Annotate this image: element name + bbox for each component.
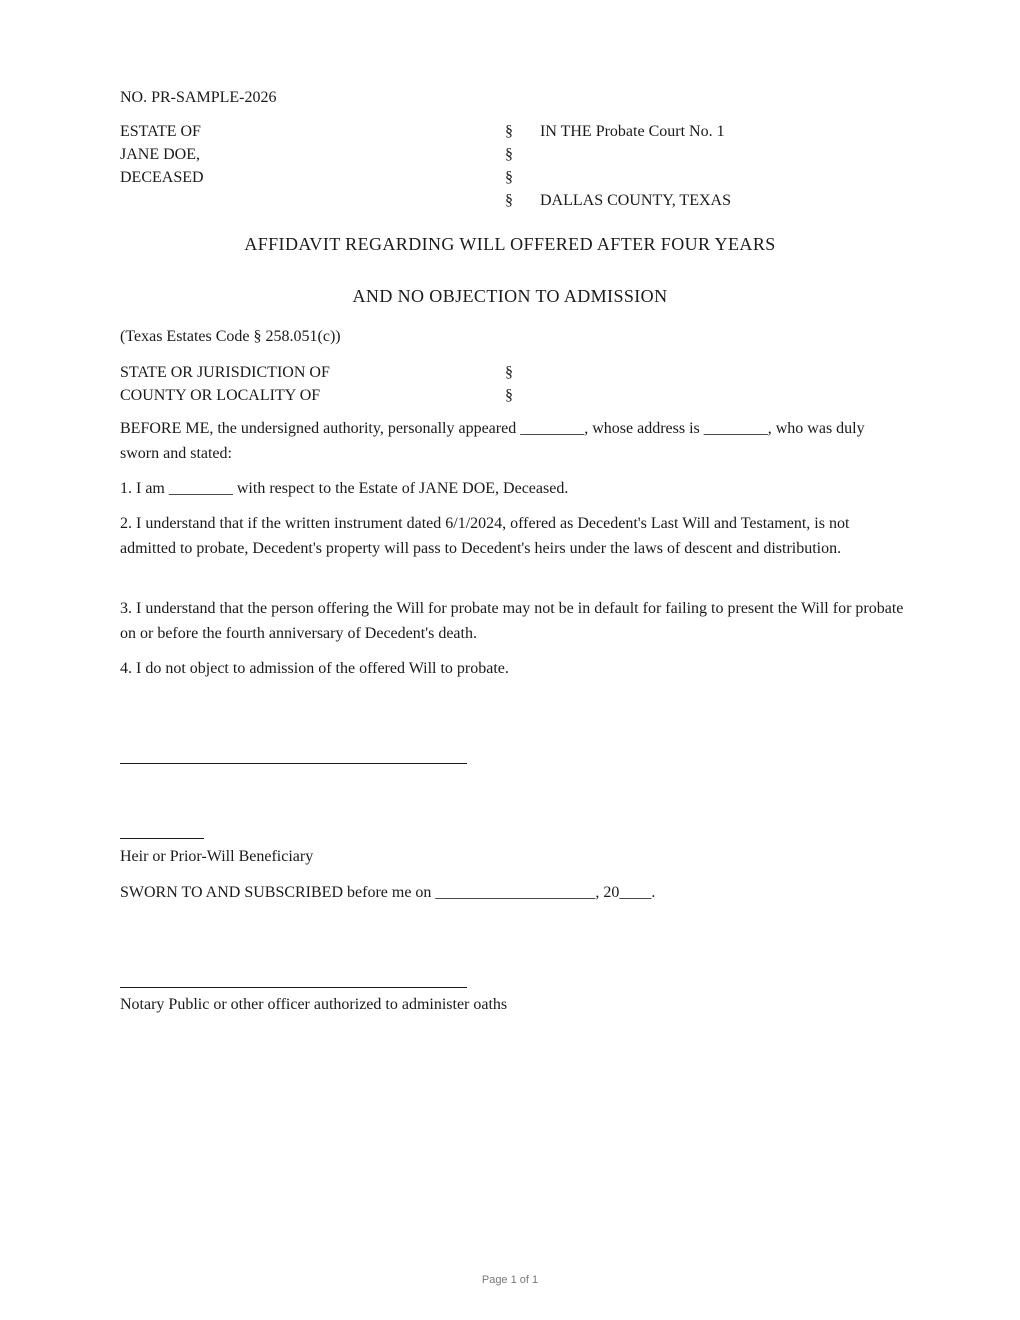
section-symbol: §	[505, 169, 513, 186]
caption-deceased: DECEASED	[120, 169, 204, 186]
section-symbol: §	[505, 192, 513, 209]
sworn-statement: SWORN TO AND SUBSCRIBED before me on ____________________, 20____.	[120, 884, 656, 901]
venue-state: STATE OR JURISDICTION OF	[120, 364, 330, 381]
intro-paragraph: BEFORE ME, the undersigned authority, personally appeared ________, whose address is ________, who was duly sworn and stated:	[120, 420, 865, 462]
court-name: IN THE Probate Court No. 1	[540, 123, 725, 140]
case-number: NO. PR-SAMPLE-2026	[120, 89, 277, 106]
document-title-line1: AFFIDAVIT REGARDING WILL OFFERED AFTER FOUR YEARS	[244, 234, 776, 254]
paragraph-2: 2. I understand that if the written instrument dated 6/1/2024, offered as Decedent's Last Will and Testament, is not admitted to probate, Decedent's property will pass to Decedent's heirs under the laws of descent and distribution.	[120, 515, 850, 557]
paragraph-4: 4. I do not object to admission of the offered Will to probate.	[120, 660, 509, 677]
caption-estate-of: ESTATE OF	[120, 123, 201, 140]
signer-role: Heir or Prior-Will Beneficiary	[120, 848, 314, 865]
county-name: DALLAS COUNTY, TEXAS	[540, 192, 731, 209]
short-signature-line	[120, 838, 204, 839]
section-symbol: §	[505, 387, 513, 404]
document-title-line2: AND NO OBJECTION TO ADMISSION	[352, 286, 668, 306]
page-number: Page 1 of 1	[481, 1274, 539, 1286]
statute-reference: (Texas Estates Code § 258.051(c))	[120, 328, 341, 345]
caption-decedent-name: JANE DOE,	[120, 146, 200, 163]
section-symbol: §	[505, 146, 513, 163]
section-symbol: §	[505, 123, 513, 140]
venue-county: COUNTY OR LOCALITY OF	[120, 387, 321, 404]
signature-line	[120, 763, 467, 764]
section-symbol: §	[505, 364, 513, 381]
notary-signature-line	[120, 987, 467, 988]
paragraph-3: 3. I understand that the person offering the Will for probate may not be in default for failing to present the Will for probate on or before the fourth anniversary of Decedent's death.	[120, 600, 904, 642]
paragraph-1: 1. I am ________ with respect to the Estate of JANE DOE, Deceased.	[120, 480, 569, 497]
notary-label: Notary Public or other officer authorized to administer oaths	[120, 996, 508, 1013]
